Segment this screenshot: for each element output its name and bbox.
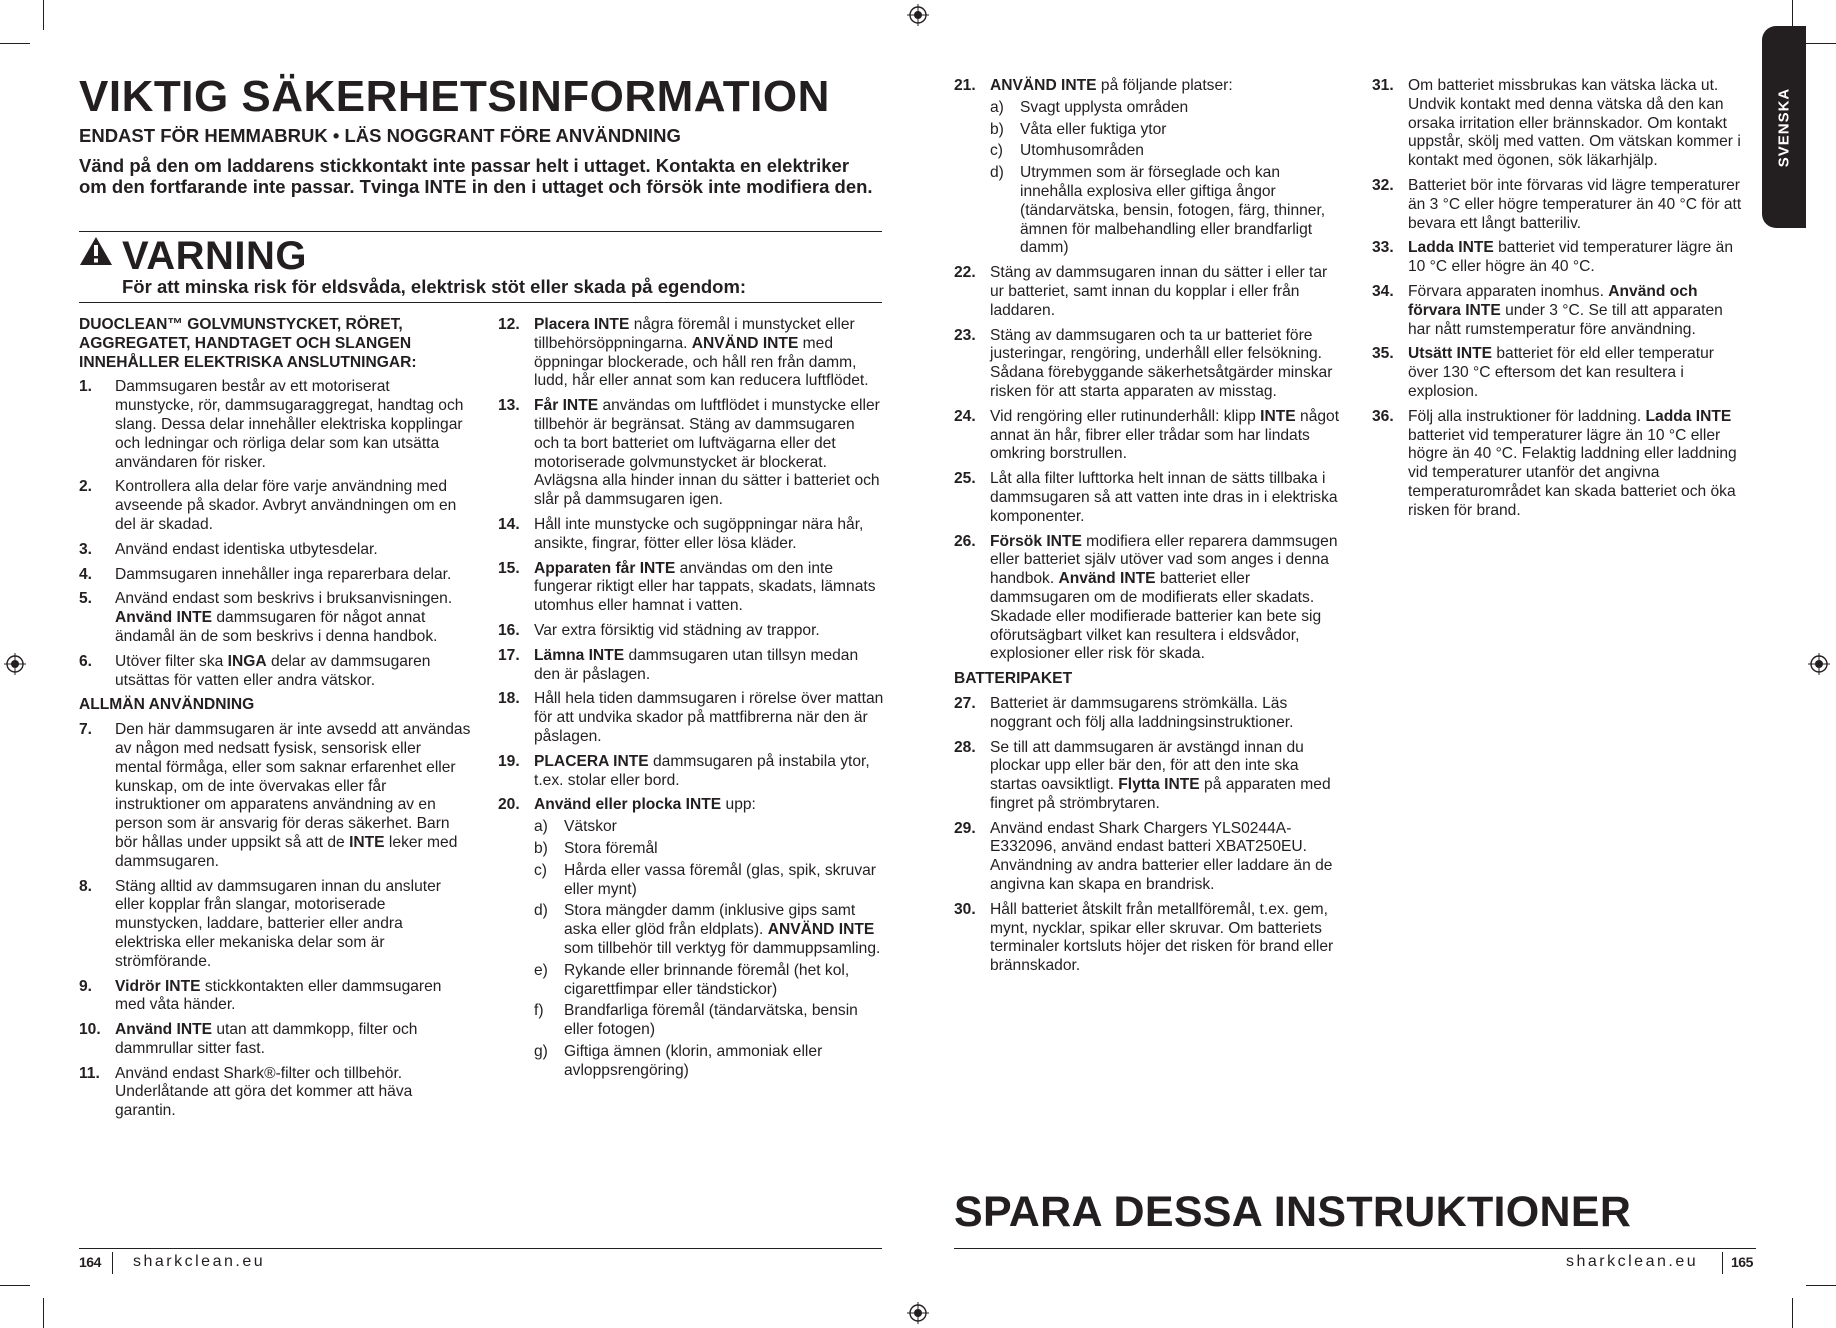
section-heading: DUOCLEAN™ GOLVMUNSTYCKET, RÖRET, AGGREGATET, HANDTAGET OCH SLANGEN INNEHÅLLER ELEKTRISKA ANSLUTNINGAR: — [79, 316, 417, 371]
list-item: 30. Håll batteriet åtskilt från metallföremål, t.ex. gem, mynt, nycklar, spikar eller skruvar. Om batteriets terminaler kortsluts höjer det risken för brand eller brännskador. — [954, 900, 1334, 975]
list-item: 20. Använd eller plocka INTE upp: a) Vätskor b) Stora föremål c) Hårda eller vassa föremål (glas, spik, skruvar eller mynt) d) Stora mängder damm (inklusive gips samt aska eller glöd från eldplats). ANVÄND INTE som tillbehör till verktyg för dammuppsamling. e) Rykande eller brinnande föremål (het kol, cigarettfimpar eller tändstickor) f) Brandfarliga föremål (tändarvätska, bensin eller fotogen) g) Giftiga ämnen (klorin, ammoniak eller avloppsrengöring) — [498, 796, 884, 1080]
warning-title: VARNING — [122, 234, 307, 278]
section-heading: ALLMÄN ANVÄNDNING — [79, 696, 255, 714]
list-item: 33. Ladda INTE batteriet vid temperaturer lägre än 10 °C eller högre än 40 °C. — [1372, 239, 1734, 276]
crop-mark — [1806, 1285, 1836, 1286]
crop-mark — [43, 0, 44, 30]
footer-website: sharkclean.eu — [133, 1253, 266, 1270]
crop-mark — [1806, 43, 1836, 44]
sub-item: c) Utomhusområden — [990, 142, 1144, 160]
crop-mark — [43, 1298, 44, 1328]
list-item: 23. Stäng av dammsugaren och ta ur batteriet före justeringar, rengöring, underhåll eller felsökning. Sådana förebyggande säkerhetsåtgärder minskar risken för att starta apparaten av misstag. — [954, 326, 1333, 400]
sub-item: g) Giftiga ämnen (klorin, ammoniak eller avloppsrengöring) — [534, 1042, 823, 1079]
list-item: 16. Var extra försiktig vid städning av trappor. — [498, 621, 820, 639]
list-item: 12. Placera INTE några föremål i munstycket eller tillbehörsöppningarna. ANVÄND INTE med öppningar blockerade, och håll ren från damm, ludd, hår eller annat som kan reducera luftflödet. — [498, 316, 869, 390]
sub-item: a) Svagt upplysta områden — [990, 98, 1189, 116]
footer-website: sharkclean.eu — [1566, 1253, 1699, 1270]
column-1 — [79, 316, 472, 1127]
list-item: 9. Vidrör INTE stickkontakten eller dammsugaren med våta händer. — [79, 977, 442, 1014]
footer-divider — [112, 1252, 113, 1274]
crop-mark — [0, 43, 30, 44]
list-item: 34. Förvara apparaten inomhus. Använd och förvara INTE under 3 °C. Se till att apparaten har nått rumstemperatur före användning. — [1372, 282, 1723, 338]
footer-rule — [954, 1248, 1756, 1249]
page-number: 164 — [79, 1254, 101, 1270]
crop-mark — [1792, 1298, 1793, 1328]
list-item: 1. Dammsugaren består av ett motoriserat munstycke, rör, dammsugaraggregat, handtag och slang. Dessa delar innehåller elektriska kopplingar och ledningar och rörliga delar som kan utsätta användaren för risker. — [79, 378, 464, 471]
registration-mark-icon — [4, 653, 26, 675]
language-tab — [1762, 26, 1806, 228]
list-item: 14. Håll inte munstycke och sugöppningar nära hår, ansikte, fingrar, fötter eller lösa kläder. — [498, 515, 864, 552]
sub-item: d) Stora mängder damm (inklusive gips samt aska eller glöd från eldplats). ANVÄND INTE som tillbehör till verktyg för dammuppsamling. — [534, 902, 881, 957]
registration-mark-icon — [1808, 653, 1830, 675]
warning-triangle-icon — [79, 236, 113, 266]
footer-rule — [79, 1248, 882, 1249]
list-item: 6. Utöver filter ska INGA delar av dammsugaren utsättas för vatten eller andra vätskor. — [79, 652, 431, 689]
sub-item: f) Brandfarliga föremål (tändarvätska, bensin eller fotogen) — [534, 1002, 858, 1039]
column-4 — [1372, 77, 1744, 527]
list-item: 25. Låt alla filter lufttorka helt innan de sätts tillbaka i dammsugaren så att vatten inte dras in i elektriska komponenter. — [954, 470, 1338, 525]
page-number: 165 — [1731, 1254, 1753, 1270]
page-title: VIKTIG SÄKERHETSINFORMATION — [79, 72, 830, 121]
list-item: 5. Använd endast som beskrivs i bruksanvisningen. Använd INTE dammsugaren för något annat ändamål än de som beskrivs i denna handbok. — [79, 590, 453, 645]
divider — [79, 231, 882, 232]
list-item: 29. Använd endast Shark Chargers YLS0244A-E332096, använd endast batteri XBAT250EU. Användning av andra batterier eller laddare än de angivna kan skapa en brandrisk. — [954, 819, 1333, 894]
sub-item: b) Stora föremål — [534, 839, 658, 857]
page-subtitle: ENDAST FÖR HEMMABRUK • LÄS NOGGRANT FÖRE ANVÄNDNING — [79, 125, 681, 146]
list-item: 22. Stäng av dammsugaren innan du sätter i eller tar ur batteriet, samt innan du kopplar i eller från laddaren. — [954, 264, 1328, 319]
list-item: 21. ANVÄND INTE på följande platser: a) Svagt upplysta områden b) Våta eller fuktiga ytor c) Utomhusområden d) Utrymmen som är förseglade och kan innehålla explosiva eller giftiga ångor (tändarvätska, bensin, fotogen, färg, thinner, ämnen för malbehandling eller brandfarligt damm) — [954, 77, 1344, 258]
closing-heading: SPARA DESSA INSTRUKTIONER — [954, 1188, 1632, 1236]
list-item: 4. Dammsugaren innehåller inga reparerbara delar. — [79, 565, 452, 583]
list-item: 31. Om batteriet missbrukas kan vätska läcka ut. Undvik kontakt med denna vätska då den kan orsaka irritation eller brännskador. Om kontakt uppstår, skölj med vatten. Om vätskan kommer i kontakt med ögonen, sök läkarhjälp. — [1372, 77, 1741, 170]
column-2 — [498, 316, 884, 1086]
sub-item: d) Utrymmen som är förseglade och kan innehålla explosiva eller giftiga ångor (tändarvätska, bensin, fotogen, färg, thinner, ämnen för malbehandling eller brandfarligt damm) — [990, 164, 1326, 257]
plug-note: Vänd på den om laddarens stickkontakt inte passar helt i uttaget. Kontakta en elektriker om den fortfarande inte passar. Tvinga INTE in den i uttaget och försök inte modifiera den. — [79, 155, 873, 197]
sub-item: c) Hårda eller vassa föremål (glas, spik, skruvar eller mynt) — [534, 861, 876, 898]
list-item: 2. Kontrollera alla delar före varje användning med avseende på skador. Avbryt användningen om en del är skadad. — [79, 478, 457, 533]
footer-divider — [1722, 1252, 1723, 1274]
list-item: 7. Den här dammsugaren är inte avsedd att användas av någon med nedsatt fysisk, sensorisk eller mental förmåga, eller som saknar erfarenhet eller kunskap, om de inte övervakas eller får instruktioner om apparatens användning av en person som är ansvarig för deras säkerhet. Barn bör hållas under uppsikt så att de INTE leker med dammsugaren. — [79, 721, 471, 870]
list-item: 19. PLACERA INTE dammsugaren på instabila ytor, t.ex. stolar eller bord. — [498, 752, 870, 789]
list-item: 18. Håll hela tiden dammsugaren i rörelse över mattan för att undvika skador på mattfibrerna när den är påslagen. — [498, 690, 884, 745]
list-item: 35. Utsätt INTE batteriet för eld eller temperatur över 130 °C eftersom det kan resultera i explosion. — [1372, 345, 1714, 400]
sub-item: b) Våta eller fuktiga ytor — [990, 120, 1167, 138]
section-heading: BATTERIPAKET — [954, 670, 1073, 688]
list-item: 24. Vid rengöring eller rutinunderhåll: klipp INTE något annat än hår, fibrer eller trådar som har lindats omkring borstrullen. — [954, 407, 1340, 463]
list-item: 26. Försök INTE modifiera eller reparera dammsugen eller batteriet själv utöver vad som anges i denna handbok. Använd INTE batteriet eller dammsugaren om de modifierats eller skadats. Skadade eller modifierade batterier kan bete sig oförutsägbart vilket kan resultera i eldsvådor, explosioner eller risk för skada. — [954, 532, 1338, 663]
registration-mark-icon — [907, 4, 929, 26]
list-item: 27. Batteriet är dammsugarens strömkälla. Läs noggrant och följ alla laddningsinstruktioner. — [954, 694, 1294, 731]
list-item: 8. Stäng alltid av dammsugaren innan du ansluter eller kopplar från slangar, motoriserade munstycken, laddare, batterier eller andra elektriska eller mekaniska delar som är strömförande. — [79, 877, 441, 970]
list-item: 10. Använd INTE utan att dammkopp, filter och dammrullar sitter fast. — [79, 1021, 418, 1057]
crop-mark — [0, 1285, 30, 1286]
column-3 — [954, 77, 1344, 982]
sub-item: a) Vätskor — [534, 818, 617, 836]
list-item: 17. Lämna INTE dammsugaren utan tillsyn medan den är påslagen. — [498, 646, 859, 683]
registration-mark-icon — [907, 1302, 929, 1324]
sub-item: e) Rykande eller brinnande föremål (het kol, cigarettfimpar eller tändstickor) — [534, 961, 850, 998]
warning-subtitle: För att minska risk för eldsvåda, elektrisk stöt eller skada på egendom: — [122, 276, 747, 297]
list-item: 28. Se till att dammsugaren är avstängd innan du plockar upp eller bär den, för att den inte ska startas oavsiktligt. Flytta INTE på apparaten med fingret på strömbrytaren. — [954, 738, 1331, 812]
list-item: 13. Får INTE användas om luftflödet i munstycke eller tillbehör är begränsat. Stäng av dammsugaren och ta bort batteriet om luftvägarna eller det motoriserade golvmunstycket är blockerat. Avlägsna alla hinder innan du sätter i batteriet och slår på dammsugaren igen. — [498, 397, 880, 509]
list-item: 3. Använd endast identiska utbytesdelar. — [79, 540, 378, 558]
divider — [79, 302, 882, 303]
list-item: 11. Använd endast Shark®-filter och tillbehör. Underlåtande att göra det kommer att häva garantin. — [79, 1064, 413, 1120]
list-item: 32. Batteriet bör inte förvaras vid lägre temperaturer än 3 °C eller högre temperaturer än 40 °C för att bevara ett långt batteriliv. — [1372, 176, 1742, 232]
list-item: 36. Följ alla instruktioner för laddning. Ladda INTE batteriet vid temperaturer lägre än 10 °C eller högre än 40 °C. Felaktig laddning eller laddning vid temperaturer utanför det angivna temperaturområdet kan skada batteriet och öka risken för brand. — [1372, 407, 1737, 519]
language-tab-label: SVENSKA — [1775, 87, 1793, 167]
list-item: 15. Apparaten får INTE användas om den inte fungerar riktigt eller har tappats, skadats, lämnats utomhus eller hamnat i vatten. — [498, 559, 876, 615]
